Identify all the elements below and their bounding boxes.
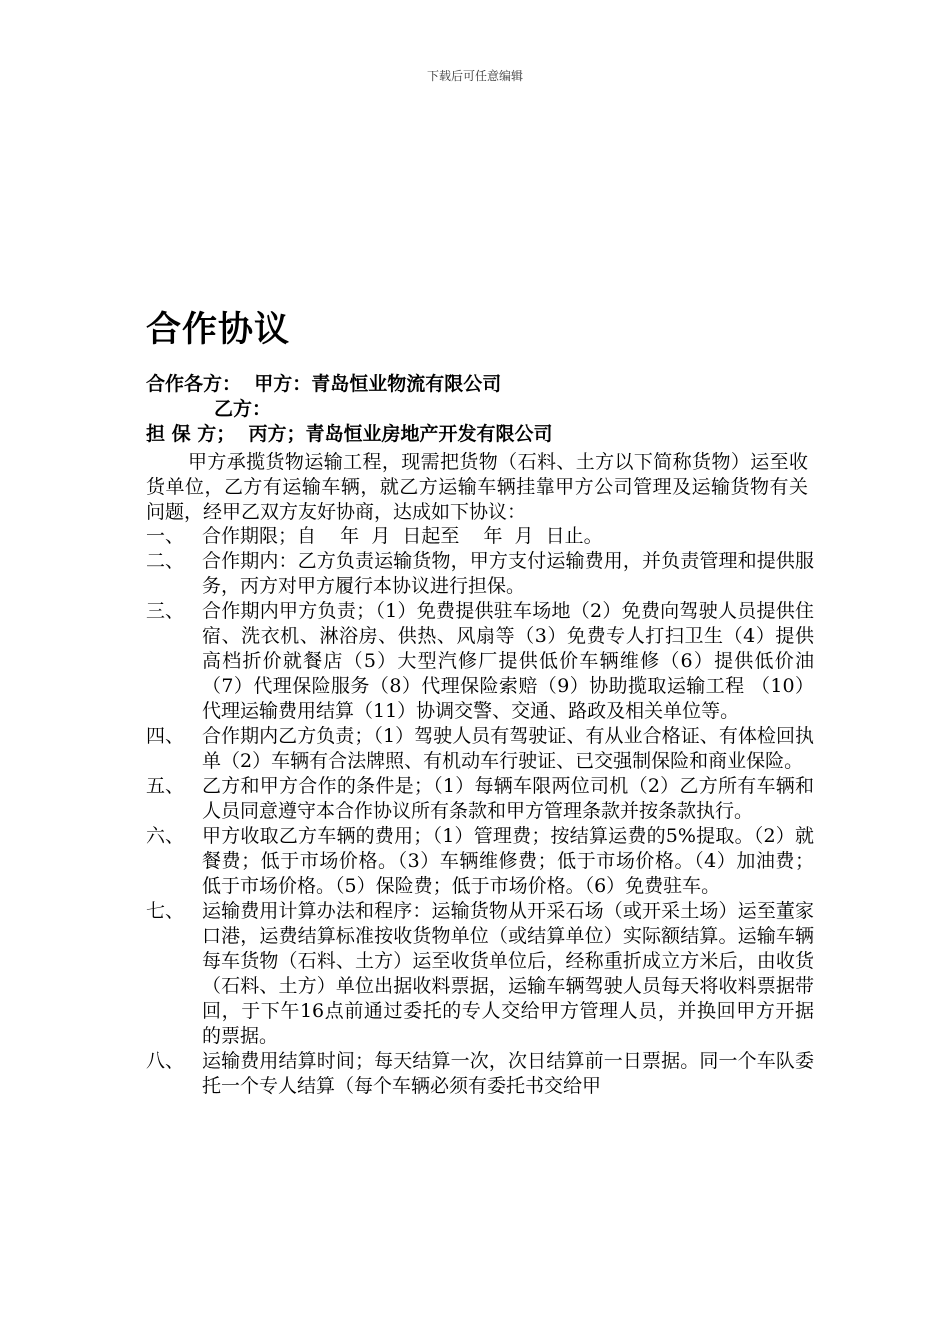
clause-number: 四、 — [146, 725, 185, 747]
document-title: 合作协议 — [146, 310, 291, 350]
clause-item — [146, 524, 814, 549]
clause-text: 运输费用结算时间；每天结算一次，次日结算前一日票据。同一个车队委托一个专人结算（每个车辆必须有委托书交给甲 — [202, 1050, 814, 1097]
clause-text: 乙方和甲方合作的条件是；（1）每辆车限两位司机（2）乙方所有车辆和人员同意遵守本合作协议所有条款和甲方管理条款并按条款执行。 — [202, 775, 814, 822]
clause-text: 合作期限；自 年 月 日起至 年 月 日止。 — [202, 525, 603, 547]
clause-text: 合作期内甲方负责；（1）免费提供驻车场地（2）免费向驾驶人员提供住宿、洗衣机、淋浴房、供热、风扇等（3）免费专人打扫卫生（4）提供高档折价就餐店（5）大型汽修厂提供低价车辆维修（6）提供低价油（7）代理保险服务（8）代理保险索赔（9）协助揽取运输工程 （10）代理运输费用结算（11）协调交警、交通、路政及相关单位等。 — [202, 600, 814, 722]
party-line-jia: 合作各方： 甲方：青岛恒业物流有限公司 — [146, 373, 502, 395]
clause-text: 运输费用计算办法和程序：运输货物从开采石场（或开采土场）运至董家口港，运费结算标准按收货物单位（或结算单位）实际额结算。运输车辆每车货物（石料、土方）运至收货单位后，经称重折成立方米后，由收货（石料、土方）单位出据收料票据，运输车辆驾驶人员每天将收料票据带回，于下午16点前通过委托的专人交给甲方管理人员，并换回甲方开据的票据。 — [202, 900, 814, 1047]
clause-number: 三、 — [146, 600, 185, 622]
clause-item — [146, 899, 814, 1049]
clause-number: 六、 — [146, 825, 185, 847]
clause-number: 八、 — [146, 1050, 185, 1072]
clause-item — [146, 824, 814, 899]
clause-number: 一、 — [146, 525, 185, 547]
clause-item — [146, 774, 814, 824]
clause-list — [146, 524, 814, 1099]
clause-text: 合作期内乙方负责；（1）驾驶人员有驾驶证、有从业合格证、有体检回执单（2）车辆有合法牌照、有机动车行驶证、已交强制保险和商业保险。 — [202, 725, 814, 772]
party-line-guarantor: 担 保 方； 丙方；青岛恒业房地产开发有限公司 — [146, 423, 553, 445]
clause-text: 合作期内：乙方负责运输货物，甲方支付运输费用，并负责管理和提供服务，丙方对甲方履行本协议进行担保。 — [202, 550, 814, 597]
clause-number: 二、 — [146, 550, 185, 572]
parties-block — [146, 372, 816, 447]
clause-item — [146, 549, 814, 599]
clause-text: 甲方收取乙方车辆的费用；（1）管理费；按结算运费的5%提取。（2）就餐费；低于市场价格。（3）车辆维修费；低于市场价格。（4）加油费；低于市场价格。（5）保险费；低于市场价格。（6）免费驻车。 — [202, 825, 814, 897]
header-note: 下载后可任意编辑 — [426, 69, 523, 83]
clause-number: 五、 — [146, 775, 185, 797]
clause-number: 七、 — [146, 900, 185, 922]
clause-item — [146, 1049, 814, 1099]
clause-item — [146, 599, 814, 724]
clause-item — [146, 724, 814, 774]
intro-paragraph: 甲方承揽货物运输工程，现需把货物（石料、土方以下简称货物）运至收货单位，乙方有运输车辆，就乙方运输车辆挂靠甲方公司管理及运输货物有关问题，经甲乙双方友好协商，达成如下协议： — [146, 451, 808, 523]
party-line-yi: 乙方： — [214, 398, 272, 420]
